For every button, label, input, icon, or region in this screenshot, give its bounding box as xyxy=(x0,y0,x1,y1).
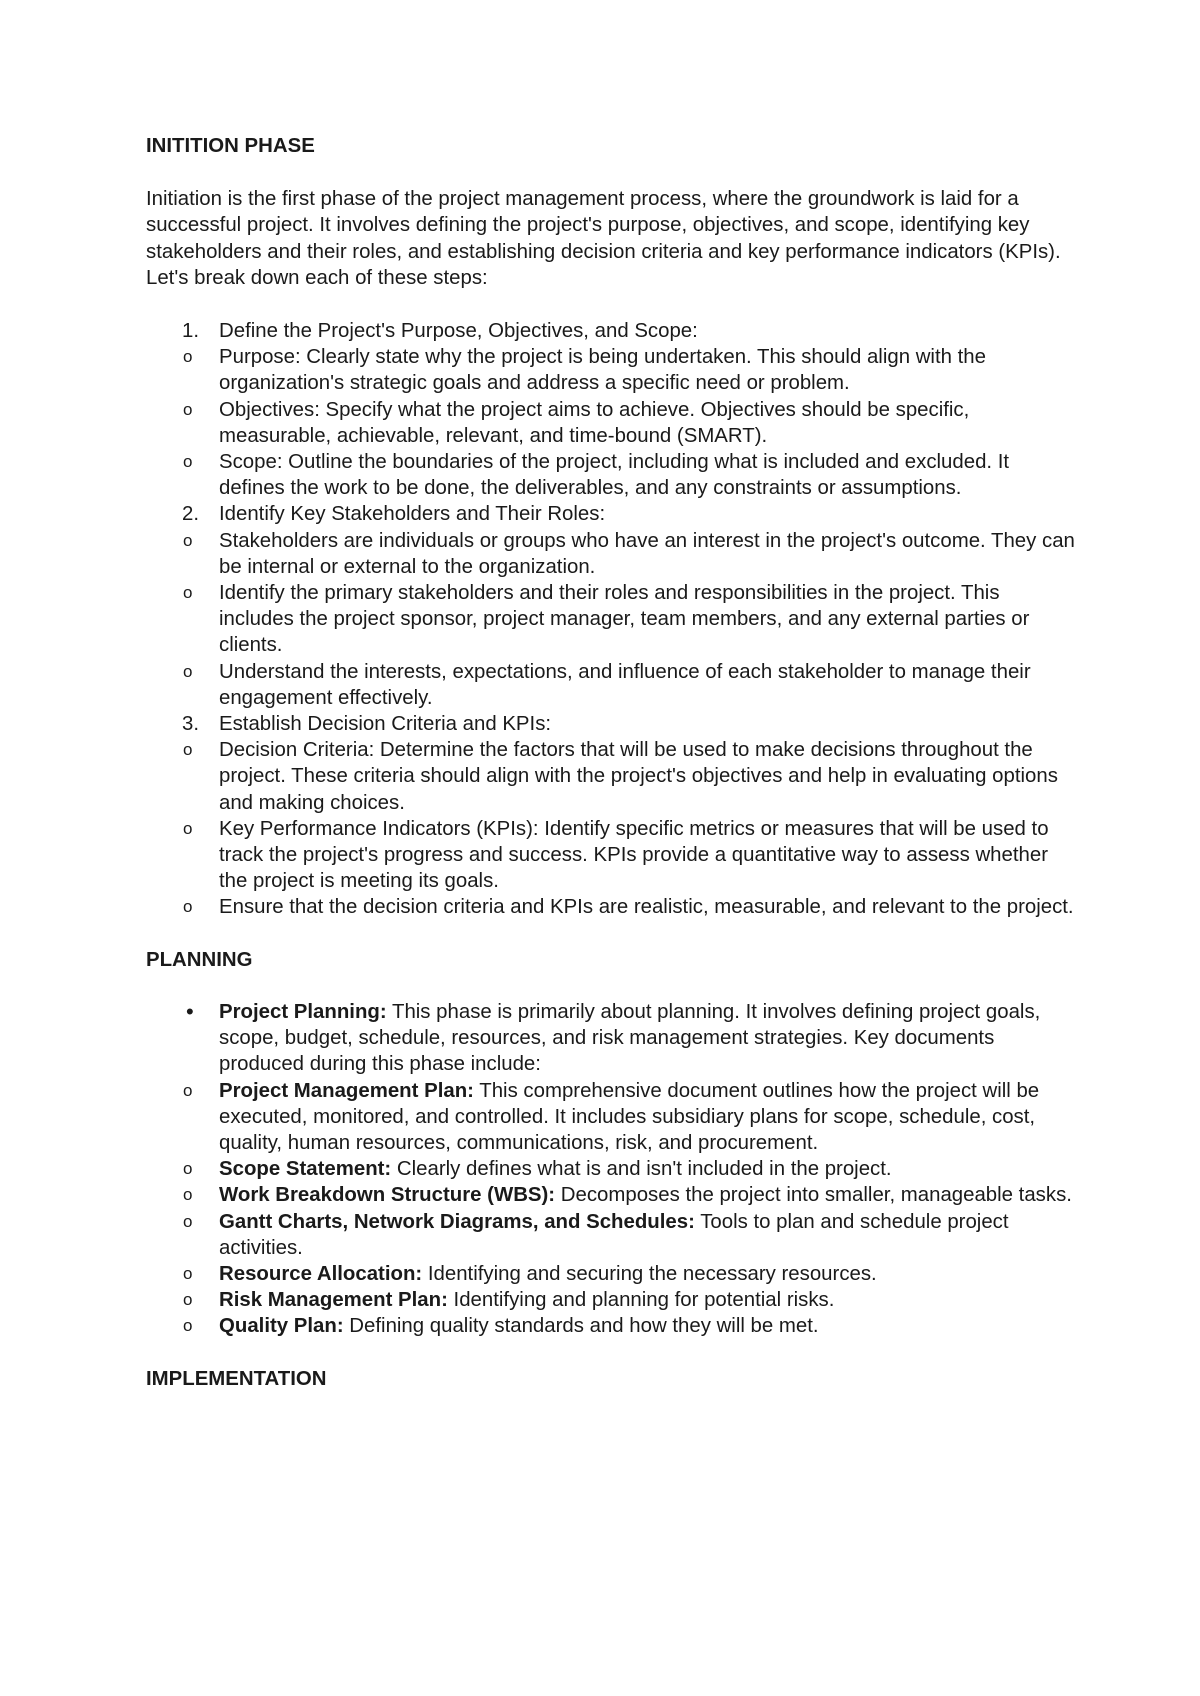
bullet-text: Purpose: Clearly state why the project is being undertaken. This should align with the organization's strategic goals and address a specific need or problem. xyxy=(219,346,986,395)
circle-bullet-icon: o xyxy=(183,1263,193,1283)
planning-item-text: This phase is primarily about planning. It involves defining project goals, scope, budget, schedule, resources, and risk management strategies. Key documents produced during this phase include: xyxy=(219,1000,1041,1076)
bullet-text: Decision Criteria: Determine the factors that will be used to make decisions throughout the project. These criteria should align with the project's objectives and help in evaluating options and making choices. xyxy=(219,739,1058,814)
circle-bullet-icon: o xyxy=(183,399,193,419)
planning-heading: PLANNING xyxy=(146,948,253,971)
bullet-text: Objectives: Specify what the project aims to achieve. Objectives should be specific, measurable, achievable, relevant, and time-bound (SMART). xyxy=(219,398,970,447)
planning-doc-item xyxy=(146,1287,1076,1313)
circle-bullet-icon: o xyxy=(183,1290,193,1310)
planning-doc-item xyxy=(146,1261,1076,1287)
step-item xyxy=(146,711,1076,921)
step-number: 1. xyxy=(182,320,200,343)
initiation-steps xyxy=(146,318,1076,921)
planning-doc-item xyxy=(146,1156,1076,1182)
step-bullets xyxy=(146,528,1076,711)
circle-bullet-icon: o xyxy=(183,1159,193,1179)
circle-bullet-icon: o xyxy=(183,661,193,681)
doc-text: Clearly defines what is and isn't included in the project. xyxy=(391,1158,892,1181)
doc-label: Risk Management Plan: xyxy=(219,1289,448,1312)
doc-text: Tools to plan and schedule project activities. xyxy=(219,1210,1009,1259)
step-bullet xyxy=(146,816,1076,895)
bullet-text: Ensure that the decision criteria and KPIs are realistic, measurable, and relevant to the project. xyxy=(219,896,1074,919)
bullet-text: Identify the primary stakeholders and their roles and responsibilities in the project. This includes the project sponsor, project manager, team members, and any external parties or clients. xyxy=(219,582,1030,657)
step-bullet xyxy=(146,659,1076,711)
step-bullet xyxy=(146,580,1076,659)
bullet-text: Key Performance Indicators (KPIs): Identify specific metrics or measures that will be used to track the project's progress and success. KPIs provide a quantitative way to assess whether the project is meeting its goals. xyxy=(219,817,1049,893)
circle-bullet-icon: o xyxy=(183,1316,193,1336)
step-bullet xyxy=(146,449,1076,501)
circle-bullet-icon: o xyxy=(183,897,193,917)
circle-bullet-icon: o xyxy=(183,1080,193,1100)
bullet-text: Understand the interests, expectations, and influence of each stakeholder to manage their engagement effectively. xyxy=(219,660,1031,709)
circle-bullet-icon: o xyxy=(183,530,193,550)
step-bullet xyxy=(146,894,1076,920)
doc-label: Quality Plan: xyxy=(219,1315,344,1338)
doc-text: Defining quality standards and how they will be met. xyxy=(343,1315,819,1338)
planning-doc-item xyxy=(146,1182,1076,1208)
step-title: Establish Decision Criteria and KPIs: xyxy=(219,713,552,736)
doc-label: Work Breakdown Structure (WBS): xyxy=(219,1184,556,1207)
implementation-heading: IMPLEMENTATION xyxy=(146,1367,327,1390)
circle-bullet-icon: o xyxy=(183,583,193,603)
planning-item-label: Project Planning: xyxy=(219,1000,387,1023)
doc-label: Scope Statement: xyxy=(219,1158,392,1181)
circle-bullet-icon: o xyxy=(183,452,193,472)
doc-text: Identifying and securing the necessary resources. xyxy=(422,1262,877,1285)
planning-docs xyxy=(146,1078,1076,1340)
doc-label: Project Management Plan: xyxy=(219,1079,474,1102)
doc-text: Decomposes the project into smaller, manageable tasks. xyxy=(555,1184,1072,1207)
circle-bullet-icon: o xyxy=(183,1185,193,1205)
bullet-dot-icon: • xyxy=(186,998,194,1024)
planning-doc-item xyxy=(146,1313,1076,1339)
planning-item xyxy=(146,999,1076,1340)
document-page xyxy=(146,133,1076,1392)
initiation-heading: INITITION PHASE xyxy=(146,135,315,157)
planning-doc-item xyxy=(146,1078,1076,1157)
step-bullets xyxy=(146,344,1076,501)
step-item xyxy=(146,318,1076,501)
circle-bullet-icon: o xyxy=(183,740,193,760)
doc-text: This comprehensive document outlines how the project will be executed, monitored, and controlled. It includes subsidiary plans for scope, schedule, cost, quality, human resources, communications, risk, and procurement. xyxy=(219,1079,1040,1154)
step-bullet xyxy=(146,344,1076,396)
circle-bullet-icon: o xyxy=(183,1211,193,1231)
step-title: Define the Project's Purpose, Objectives, and Scope: xyxy=(219,320,698,343)
bullet-text: Scope: Outline the boundaries of the project, including what is included and excluded. It defines the work to be done, the deliverables, and any constraints or assumptions. xyxy=(219,451,1010,500)
initiation-intro: Initiation is the first phase of the project management process, where the groundwork is laid for a successful project. It involves defining the project's purpose, objectives, and scope, identifying key stakeholders and their roles, and establishing decision criteria and key performance indicators (KPIs). Let's break down each of these steps: xyxy=(146,188,1061,289)
doc-label: Resource Allocation: xyxy=(219,1262,423,1285)
circle-bullet-icon: o xyxy=(183,818,193,838)
bullet-text: Stakeholders are individuals or groups who have an interest in the project's outcome. They can be internal or external to the organization. xyxy=(219,529,1075,578)
step-bullet xyxy=(146,528,1076,580)
step-bullet xyxy=(146,737,1076,816)
step-title: Identify Key Stakeholders and Their Roles: xyxy=(219,503,606,526)
planning-doc-item xyxy=(146,1209,1076,1261)
step-bullets xyxy=(146,737,1076,920)
step-bullet xyxy=(146,397,1076,449)
step-number: 2. xyxy=(182,503,200,526)
step-number: 3. xyxy=(182,713,200,736)
doc-label: Gantt Charts, Network Diagrams, and Schedules: xyxy=(219,1210,695,1233)
step-item xyxy=(146,501,1076,711)
circle-bullet-icon: o xyxy=(183,347,193,367)
doc-text: Identifying and planning for potential risks. xyxy=(447,1289,835,1312)
planning-list xyxy=(146,999,1076,1340)
